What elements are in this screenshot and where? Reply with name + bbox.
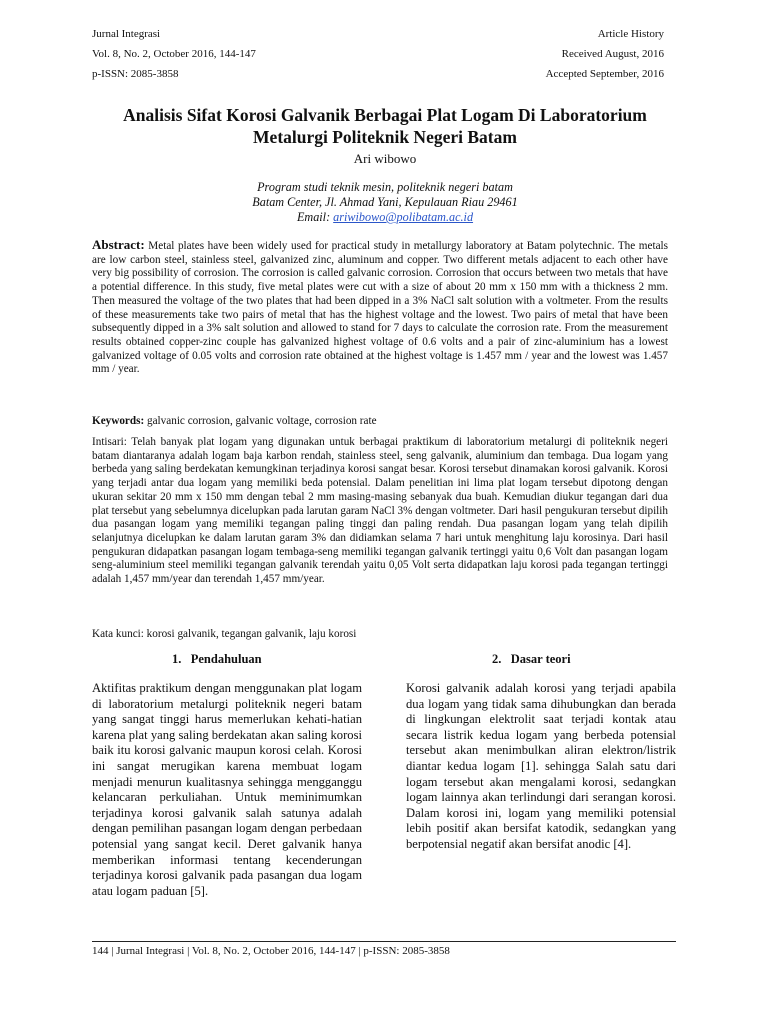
page-footer: 144 | Jurnal Integrasi | Vol. 8, No. 2, October 2016, 144-147 | p-ISSN: 2085-3858 <box>92 945 450 957</box>
kata-kunci: Kata kunci: korosi galvanik, tegangan galvanik, laju korosi <box>92 628 357 640</box>
footer-divider <box>92 941 676 942</box>
article-history <box>546 24 664 84</box>
author-name: Ari wibowo <box>353 151 417 166</box>
article-history-label: Article History <box>597 28 664 40</box>
paper-title <box>90 104 680 148</box>
email-link[interactable]: ariwibowo@polibatam.ac.id <box>333 210 474 224</box>
email-label: Email: <box>296 210 331 224</box>
affiliation <box>90 180 680 225</box>
abstract-text: Metal plates have been widely used for practical study in metallurgy laboratory at Batam polytechnic. The metals are low carbon steel, stainless steel, galvanized zinc, aluminum and copper. Two different metals adjacent to each other have very big possibility of corrosion. The corrosion is called galvanic corrosion. Corrosion that occurs between two metals that have a potential difference. In this study, five metal plates were cut with a size of about 20 mm x 150 mm with a thickness 2 mm. Then measured the voltage of the two plates that had been dipped in a 3% NaCl salt solution with a voltmeter. From the results of these measurements take two pairs of metal that has the highest voltage and the lowest. Two pairs of metal that have been subsequently dipped in a 3% salt solution and allowed to stand for 7 days to calculate the corrosion rate. From the measurement results obtained copper-zinc couple has galvanized highest voltage of 0.6 volts and a pair of zinc-aluminium has a lowest galvanized voltage of 0.05 volts and corrosion rate obtained at the highest voltage is 1.457 mm / year and the lowest was 1.457 mm / year. <box>92 240 668 376</box>
section-heading-dasar-teori: 2. Dasar teori <box>492 652 571 666</box>
section-text-pendahuluan: Aktifitas praktikum dengan menggunakan plat logam di laboratorium metalurgi politeknik negeri batam yang sangat tinggi harus memerlukan kehati-hatian karena plat yang saling berdekatan akan saling korosi baik itu korosi galvanic maupun korosi celah. Korosi ini sangat merugikan karena membuat logam menjadi menurun kualitasnya sehingga mengganggu kelancaran perkuliahan. Untuk meminimumkan terjadinya korosi galvanik salah satunya adalah dengan pemilihan pasangan logam dengan perbedaan potensial yang sangat kecil. Deret galvanik hanya memberikan informasi tentang kecenderungan terjadinya korosi galvanik pada pasangan dua logam atau logam paduan [5]. <box>92 681 362 898</box>
abstract: Abstract: Metal plates have been widely used for practical study in metallurgy laboratory at Batam polytechnic. The metals are low carbon steel, stainless steel, galvanized zinc, aluminum and copper. Two different metals adjacent to each other have very big possibility of corrosion. The corrosion is called galvanic corrosion. Corrosion that occurs between two metals that have a potential difference. In this study, five metal plates were cut with a size of about 20 mm x 150 mm with a thickness 2 mm. Then measured the voltage of the two plates that had been dipped in a 3% NaCl salt solution with a voltmeter. From the results of these measurements take two pairs of metal that has the highest voltage and the lowest. Two pairs of metal that have been subsequently dipped in a 3% salt solution and allowed to stand for 7 days to calculate the corrosion rate. From the measurement results obtained copper-zinc couple has galvanized highest voltage of 0.6 volts and a pair of zinc-aluminium has a lowest galvanized voltage of 0.05 volts and corrosion rate obtained at the highest voltage is 1.457 mm / year and the lowest was 1.457 mm / year. <box>92 237 668 376</box>
journal-volume: Vol. 8, No. 2, October 2016, 144-147 <box>92 48 256 60</box>
journal-name: Jurnal Integrasi <box>92 28 161 40</box>
paper-title-line-1: Analisis Sifat Korosi Galvanik Berbagai Plat Logam Di Laboratorium <box>123 105 647 125</box>
paper-title-line-2: Metalurgi Politeknik Negeri Batam <box>253 127 517 147</box>
keywords <box>92 415 668 427</box>
section-text-dasar-teori: Korosi galvanik adalah korosi yang terjadi apabila dua logam yang tidak sama dihubungkan dan berada di lingkungan elektrolit saat terjadi kontak atau secara listrik kedua logam yang berbeda potensial tersebut akan menimbulkan aliran elektron/listrik diantar kedua logam [1]. sehingga Salah satu dari logam tersebut akan mengalami korosi, sedangkan logam lainnya akan terlindungi dari serangan korosi. Dalam korosi ini, logam yang memiliki potensial lebih positif akan bersifat katodik, sedangkan yang berpotensial negatif akan bersifat anodic [4]. <box>406 681 676 851</box>
received-date: Received August, 2016 <box>561 48 664 60</box>
accepted-date: Accepted September, 2016 <box>545 68 664 80</box>
intisari: Intisari: Telah banyak plat logam yang digunakan untuk berbagai praktikum di laboratorium metalurgi di politeknik negeri batam diantaranya adalah logam baja karbon rendah, stainless steel, seng galvanik, aluminium dan tembaga. Dua logam yang berbeda yang saling berdekatan kemungkinan terjadinya korosi sangat besar. Korosi tersebut dinamakan korosi galvanik. Korosi yang terjadi antar dua logam yang memiliki beda potensial. Dalam penelitian ini lima plat logam tersebut dipotong dengan ukuran sekitar 20 mm x 150 mm dengan tebal 2 mm masing-masing sebanyak dua buah. Kemudian diukur tegangan dari dua plat tersebut yang sebelumnya dicelupkan pada larutan garam NaCl 3% dengan voltmeter. Dari hasil pengukuran tersebut dipilih dua pasangan logam yang memiliki tegangan paling tinggi dan paling rendah. Dua pasangan logam yang telah dipilih selanjutnya dicelupkan ke dalam larutan garam 3% dan didiamkan selama 7 hari untuk menghitung laju korosinya. Dari hasil pengukuran didapatkan pasangan logam tembaga-seng memiliki tegangan galvanik tertinggi yaitu 0,6 Volt dan pasangan logam seng-aluminium steel memiliki tegangan galvanik terendah yaitu 0,05 Volt serta didapatkan laju korosi pada tegangan tertinggi adalah 1,457 mm/year dan terendah 1,457 mm/year. <box>92 436 668 586</box>
keywords-label: Keywords: <box>92 415 145 427</box>
affiliation-email <box>90 210 680 225</box>
affiliation-program: Program studi teknik mesin, politeknik negeri batam <box>257 180 513 194</box>
affiliation-address: Batam Center, Jl. Ahmad Yani, Kepulauan Riau 29461 <box>252 195 518 209</box>
section-heading-pendahuluan: 1. Pendahuluan <box>172 652 262 666</box>
abstract-label: Abstract <box>92 237 141 252</box>
journal-issn: p-ISSN: 2085-3858 <box>92 68 179 80</box>
keywords-text: galvanic corrosion, galvanic voltage, corrosion rate <box>147 415 377 427</box>
journal-header <box>92 24 256 84</box>
